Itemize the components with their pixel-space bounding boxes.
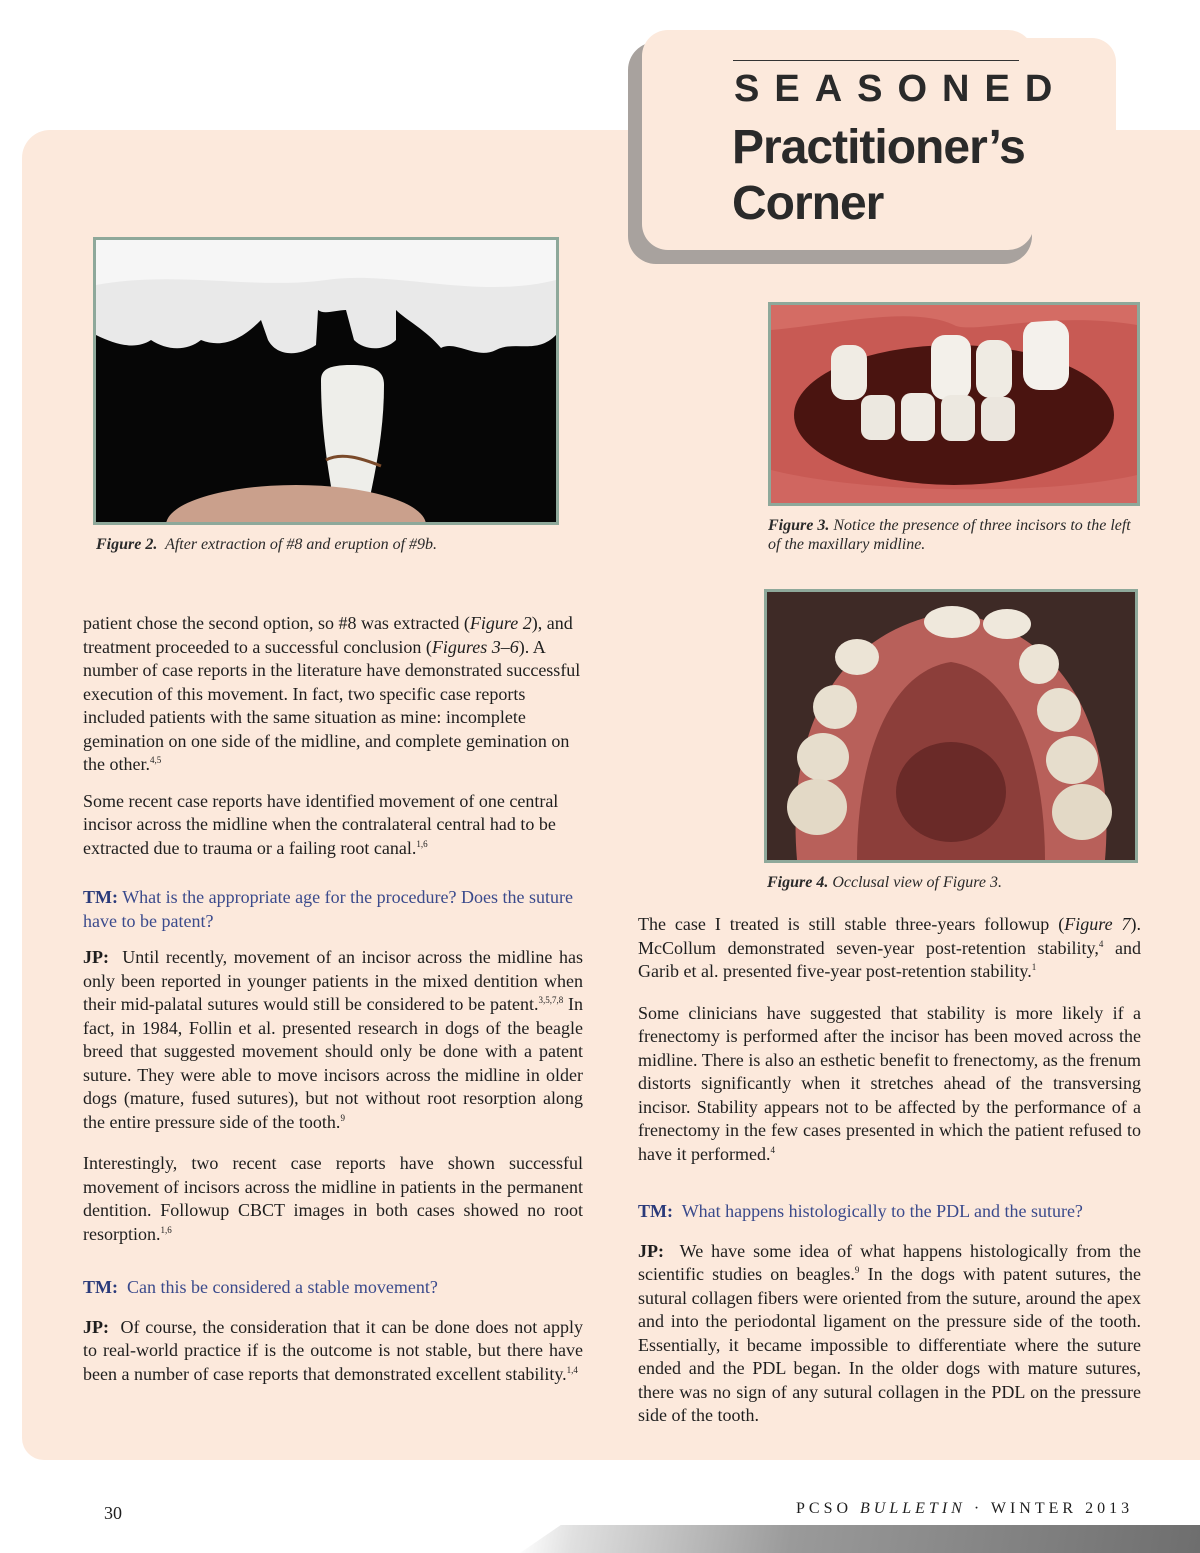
question-2 <box>83 1276 583 1300</box>
text-span: Until recently, movement of an incisor across the midline has only been reported in younger patients in the mixed dentition when their mid-palatal sutures would still be considered to be patent. <box>83 947 583 1014</box>
left-paragraph-1 <box>83 612 583 777</box>
figure-7-link[interactable]: Figure 7 <box>1064 914 1131 934</box>
question-3 <box>638 1200 1141 1224</box>
figure-2-photo <box>93 237 559 525</box>
right-column <box>638 913 1141 1441</box>
citation-ref: 1 <box>1031 962 1037 972</box>
question-1 <box>83 886 583 933</box>
publication-name: BULLETIN <box>860 1500 966 1517</box>
page-number: 30 <box>104 1503 122 1523</box>
right-paragraph-2 <box>638 1002 1141 1167</box>
respondent-tag: JP: <box>83 947 109 967</box>
figure-2-caption-text: After extraction of #8 and eruption of #9b. <box>165 536 438 553</box>
text-span: Some clinicians have suggested that stability is more likely if a frenectomy is performed after the incisor has been moved across the midline. There is also an esthetic benefit to frenectomy, as the frenum distorts significantly when it stretches ahead of the transversing incisor. Stability appears not to be affected by the performance of a frenectomy in the few cases presented in which the patient refused to have it performed. <box>638 1002 1141 1164</box>
figure-3-photo <box>768 302 1140 506</box>
figure-4-caption <box>767 873 1139 892</box>
occlusal-view-image <box>767 592 1135 860</box>
text-span: Some recent case reports have identified movement of one central incisor across the midline when the contralateral central had to be extracted due to trauma or a failing root canal. <box>83 790 559 858</box>
text-span: Of course, the consideration that it can be done does not apply to real-world practice if is the outcome is not stable, but there have been a number of case reports that demonstrated excellent stability. <box>83 1316 583 1384</box>
section-title-line1: Practitioner’s <box>732 121 1025 174</box>
text-span: ). A number of case reports in the literature have demonstrated successful execution of this movement. In fact, two specific case reports included patients with the same situation as mine: incomplete gemination on one side of the midline, and complete gemination on the other. <box>83 636 581 774</box>
question-text: What happens histologically to the PDL and the suture? <box>681 1201 1083 1221</box>
right-paragraph-1 <box>638 913 1141 984</box>
citation-ref: 9 <box>340 1112 345 1123</box>
respondent-tag: JP: <box>638 1240 664 1261</box>
publication-prefix: PCSO <box>796 1500 861 1517</box>
text-span: We have some idea of what happens histologically from the scientific studies on beagles. <box>638 1240 1141 1284</box>
citation-ref: 3,5,7,8 <box>538 995 564 1005</box>
figure-4-caption-text: Occlusal view of Figure 3. <box>832 874 1002 891</box>
left-column <box>83 612 583 1399</box>
left-paragraph-3 <box>83 1152 583 1246</box>
question-text: Can this be considered a stable movement? <box>127 1277 438 1297</box>
citation-ref: 4 <box>770 1144 775 1155</box>
extracted-tooth-model-image <box>96 240 556 522</box>
publication-issue: · WINTER 2013 <box>965 1500 1134 1517</box>
figure-3-label: Figure 3. <box>768 517 830 534</box>
respondent-tag: JP: <box>83 1316 109 1337</box>
interviewer-tag: TM: <box>638 1201 673 1221</box>
figure-3-caption <box>768 516 1140 554</box>
text-span: patient chose the second option, so #8 was extracted ( <box>83 613 470 633</box>
figure-3-caption-text: Notice the presence of three incisors to the left of the maxillary midline. <box>768 517 1131 553</box>
text-span: In fact, in 1984, Follin et al. presented research in dogs of the beagle breed that suggested movement should only be done with a patent suture. They were able to move incisors across the midline in older dogs (mature, fused sutures), but not without root resorption along the entire pressure side of the tooth. <box>83 994 583 1132</box>
figures-3-6-link[interactable]: Figures 3–6 <box>431 636 519 657</box>
publication-footer <box>796 1500 1133 1518</box>
answer-3 <box>638 1240 1141 1428</box>
interviewer-tag: TM: <box>83 1277 118 1297</box>
figure-4-photo <box>764 589 1138 863</box>
interviewer-tag: TM: <box>83 887 118 907</box>
citation-ref: 4 <box>1098 938 1104 949</box>
question-text: What is the appropriate age for the procedure? Does the suture have to be patent? <box>83 887 573 931</box>
frontal-teeth-image <box>771 305 1137 503</box>
footer-gradient-bar <box>520 1525 1200 1553</box>
section-kicker: SEASONED <box>734 68 1068 110</box>
citation-ref: 9 <box>854 1265 860 1275</box>
text-span: ), and treatment proceeded to a successful conclusion ( <box>83 613 573 657</box>
text-span: Interestingly, two recent case reports have shown successful movement of incisors across the midline in patients in the permanent dentition. Followup CBCT images in both cases showed no root resorption. <box>83 1153 583 1244</box>
text-span: and Garib et al. presented five-year post-retention stability. <box>638 937 1141 981</box>
citation-ref: 1,4 <box>566 1364 578 1375</box>
header-rule <box>733 60 1019 61</box>
figure-2-caption <box>96 535 556 554</box>
answer-1 <box>83 946 583 1134</box>
answer-2 <box>83 1316 583 1387</box>
text-span: In the dogs with patent sutures, the sutural collagen fibers were oriented from the suture, around the apex and into the periodontal ligament on the pressure side of the tooth. Essentially, it became impossible to differentiate where the suture ended and the PDL began. In the older dogs with mature sutures, there was no sign of any sutural collagen in the PDL on the pressure side of the tooth. <box>638 1264 1141 1425</box>
figure-2-link[interactable]: Figure 2 <box>469 613 532 633</box>
figure-4-label: Figure 4. <box>767 874 829 891</box>
left-paragraph-2 <box>83 790 583 861</box>
text-span: The case I treated is still stable three-years followup ( <box>638 914 1065 934</box>
citation-ref: 1,6 <box>416 838 428 849</box>
citation-ref: 4,5 <box>149 755 162 765</box>
figure-2-label: Figure 2. <box>96 536 158 553</box>
citation-ref: 1,6 <box>160 1224 172 1235</box>
section-title-line2: Corner <box>732 177 884 230</box>
text-span: ). McCollum demonstrated seven-year post-retention stability, <box>638 914 1141 958</box>
